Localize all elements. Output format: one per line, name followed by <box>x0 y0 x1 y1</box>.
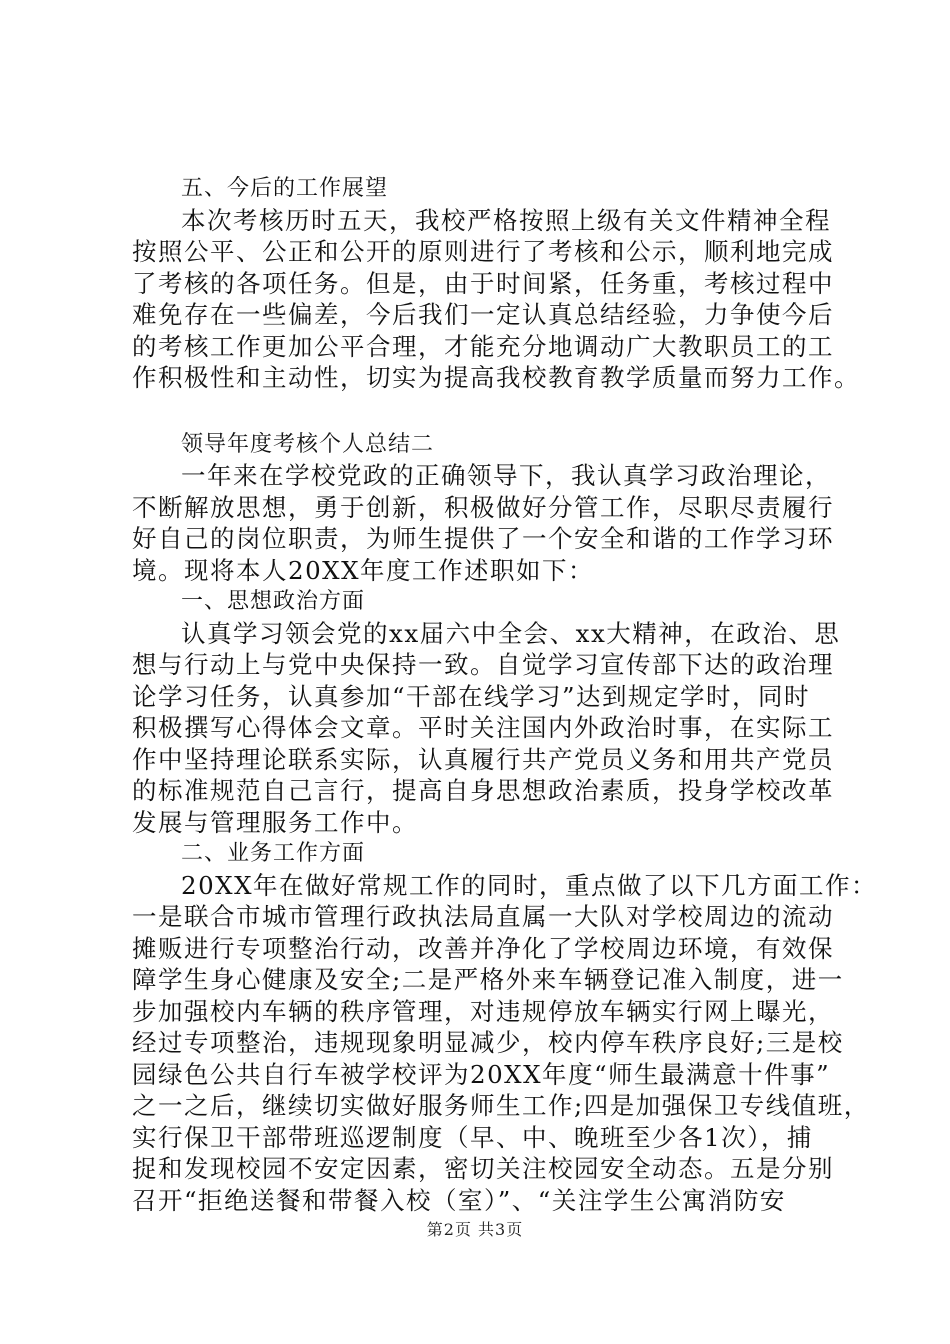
paragraph-line: 步加强校内车辆的秩序管理，对违规停放车辆实行网上曝光， <box>132 996 834 1026</box>
paragraph-line: 摊贩进行专项整治行动，改善并净化了学校周边环境，有效保 <box>132 933 834 963</box>
paragraph-line: 认真学习领会党的xx届六中全会、xx大精神，在政治、思 <box>181 618 841 648</box>
section-heading-summary-two: 领导年度考核个人总结二 <box>181 431 435 457</box>
section-heading-outlook: 五、今后的工作展望 <box>181 176 389 201</box>
paragraph-line: 不断解放思想，勇于创新，积极做好分管工作，尽职尽责履行 <box>132 492 834 522</box>
paragraph-line: 按照公平、公正和公开的原则进行了考核和公示，顺利地完成 <box>132 237 834 266</box>
paragraph-line: 经过专项整治，违规现象明显减少，校内停车秩序良好;三是校 <box>132 1028 844 1057</box>
paragraph-line: 一是联合市城市管理行政执法局直属一大队对学校周边的流动 <box>132 902 834 931</box>
paragraph-line: 园绿色公共自行车被学校评为20XX年度“师生最满意十件事” <box>132 1059 831 1089</box>
paragraph-line: 作积极性和主动性，切实为提高我校教育教学质量而努力工作。 <box>132 363 860 392</box>
paragraph-line: 实行保卫干部带班巡逻制度（早、中、晚班至少各1次），捕 <box>132 1122 813 1152</box>
paragraph-line: 一年来在学校党政的正确领导下，我认真学习政治理论， <box>181 461 831 490</box>
paragraph-line: 本次考核历时五天，我校严格按照上级有关文件精神全程 <box>181 205 831 235</box>
paragraph-line: 的考核工作更加公平合理，才能充分地调动广大教职员工的工 <box>132 331 834 361</box>
paragraph-line: 捉和发现校园不安定因素，密切关注校园安全动态。五是分别 <box>132 1154 834 1183</box>
paragraph-line: 之一之后，继续切实做好服务师生工作;四是加强保卫专线值班， <box>132 1091 870 1120</box>
paragraph-line: 召开“拒绝送餐和带餐入校（室）”、“关注学生公寓消防安 <box>132 1185 786 1215</box>
section-heading-business: 二、业务工作方面 <box>181 841 366 866</box>
paragraph-line: 论学习任务，认真参加“干部在线学习”达到规定学时，同时 <box>132 681 811 711</box>
paragraph-line: 障学生身心健康及安全;二是严格外来车辆登记准入制度，进一 <box>132 965 844 994</box>
paragraph-line: 境。现将本人20XX年度工作述职如下： <box>132 555 595 585</box>
section-spacer <box>132 394 852 429</box>
document-body <box>132 173 878 1216</box>
paragraph-line: 发展与管理服务工作中。 <box>132 807 418 837</box>
paragraph-line: 积极撰写心得体会文章。平时关注国内外政治时事，在实际工 <box>132 713 834 742</box>
paragraph-line: 好自己的岗位职责，为师生提供了一个安全和谐的工作学习环 <box>132 524 834 553</box>
paragraph-line: 20XX年在做好常规工作的同时，重点做了以下几方面工作： <box>181 870 878 900</box>
paragraph-line: 作中坚持理论联系实际，认真履行共产党员义务和用共产党员 <box>132 744 834 774</box>
paragraph-line: 了考核的各项任务。但是，由于时间紧，任务重，考核过程中 <box>132 268 834 298</box>
section-heading-ideology: 一、思想政治方面 <box>181 589 366 614</box>
paragraph-line: 想与行动上与党中央保持一致。自觉学习宣传部下达的政治理 <box>132 650 834 679</box>
paragraph-line: 难免存在一些偏差，今后我们一定认真总结经验，力争使今后 <box>132 300 834 329</box>
paragraph-line: 的标准规范自己言行，提高自身思想政治素质，投身学校改革 <box>132 776 834 805</box>
page-number-footer: 第2页 共3页 <box>426 1220 524 1239</box>
